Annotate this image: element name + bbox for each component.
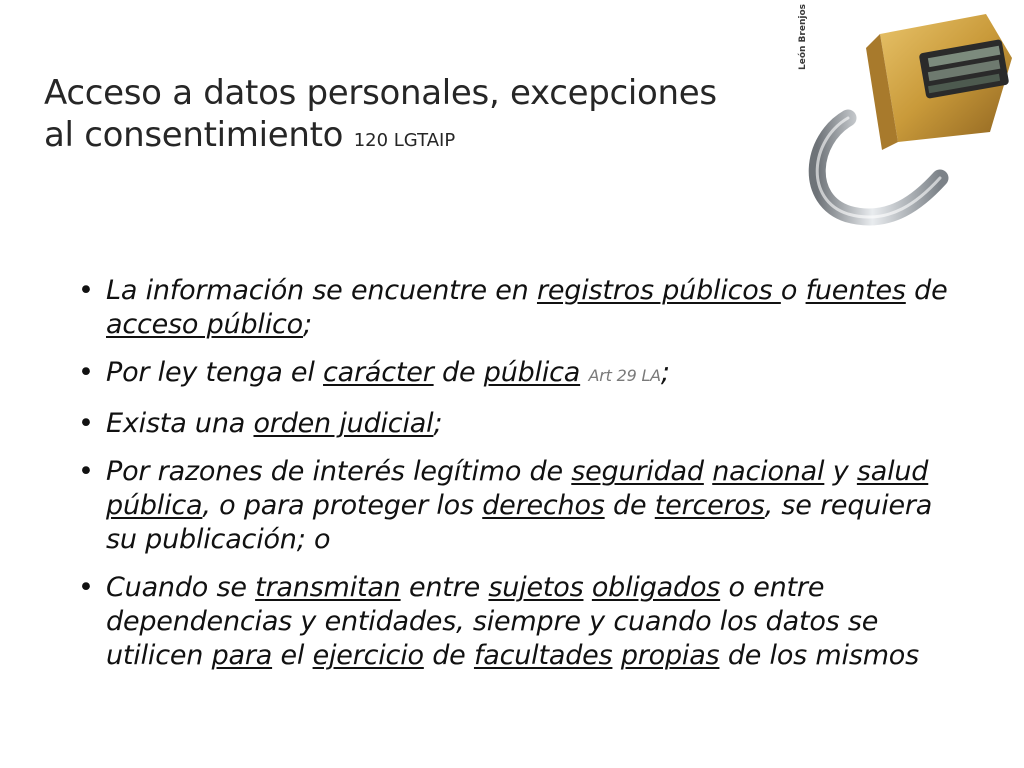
bullet-text bbox=[580, 357, 588, 388]
bullet-text: de bbox=[905, 275, 948, 306]
image-watermark: León Brenjos bbox=[798, 4, 808, 70]
bullet-text bbox=[704, 456, 712, 487]
bullet-text: o entre dependencias y entidades, siempre y cuando los datos se utilicen bbox=[106, 572, 879, 671]
title-line-2 bbox=[44, 114, 804, 162]
bullet-text: de los mismos bbox=[719, 640, 919, 671]
slide-title bbox=[44, 72, 804, 162]
bullet-marker: • bbox=[78, 456, 94, 487]
underlined-term: terceros bbox=[654, 490, 765, 521]
bullet-text: Exista una bbox=[106, 408, 254, 439]
bullet-text: de bbox=[604, 490, 655, 521]
underlined-term: sujetos bbox=[488, 572, 584, 603]
title-line-1: Acceso a datos personales, excepciones bbox=[44, 73, 717, 113]
bullet-text: entre bbox=[400, 572, 489, 603]
bullet-text bbox=[583, 572, 591, 603]
underlined-term: fuentes bbox=[805, 275, 906, 306]
bullet-text: ; bbox=[660, 357, 670, 388]
bullet-item bbox=[78, 274, 958, 342]
underlined-term: pública bbox=[106, 490, 203, 521]
bullet-text: ; bbox=[433, 408, 443, 439]
bullet-text: , se requiera su publicación; o bbox=[106, 490, 933, 555]
bullet-list bbox=[78, 274, 958, 687]
underlined-term: seguridad bbox=[571, 456, 704, 487]
underlined-term: para bbox=[211, 640, 273, 671]
bullet-text: Por razones de interés legítimo de bbox=[106, 456, 572, 487]
bullet-text: de bbox=[433, 357, 484, 388]
bullet-text: , o para proteger los bbox=[202, 490, 483, 521]
underlined-term: carácter bbox=[323, 357, 434, 388]
bullet-text: o bbox=[780, 275, 806, 306]
underlined-term: acceso público bbox=[106, 309, 303, 340]
underlined-term: derechos bbox=[482, 490, 605, 521]
bullet-marker: • bbox=[78, 357, 94, 388]
bullet-item bbox=[78, 455, 958, 557]
bullet-item bbox=[78, 407, 958, 441]
bullet-marker: • bbox=[78, 408, 94, 439]
title-main: al consentimiento bbox=[44, 115, 344, 155]
underlined-term: orden judicial bbox=[253, 408, 434, 439]
underlined-term: nacional bbox=[712, 456, 825, 487]
bullet-item bbox=[78, 356, 958, 393]
underlined-term: ejercicio bbox=[312, 640, 424, 671]
bullet-text: Cuando se bbox=[106, 572, 256, 603]
underlined-term: pública bbox=[483, 357, 581, 388]
bullet-marker: • bbox=[78, 275, 94, 306]
underlined-term: obligados bbox=[591, 572, 721, 603]
bullet-text: Por ley tenga el bbox=[106, 357, 324, 388]
bullet-text: ; bbox=[302, 309, 312, 340]
title-reference: 120 LGTAIP bbox=[353, 130, 456, 151]
bullet-text bbox=[612, 640, 620, 671]
bullet-item bbox=[78, 571, 958, 673]
bullet-text: el bbox=[272, 640, 313, 671]
underlined-term: transmitan bbox=[255, 572, 401, 603]
underlined-term: propias bbox=[620, 640, 720, 671]
underlined-term: registros públicos bbox=[536, 275, 781, 306]
bullet-text: de bbox=[423, 640, 474, 671]
legal-reference: Art 29 LA bbox=[588, 366, 661, 385]
bullet-marker: • bbox=[78, 572, 94, 603]
open-padlock-icon bbox=[790, 0, 1024, 240]
underlined-term: facultades bbox=[473, 640, 613, 671]
bullet-text: y bbox=[824, 456, 857, 487]
bullet-text: La información se encuentre en bbox=[106, 275, 537, 306]
underlined-term: salud bbox=[856, 456, 929, 487]
